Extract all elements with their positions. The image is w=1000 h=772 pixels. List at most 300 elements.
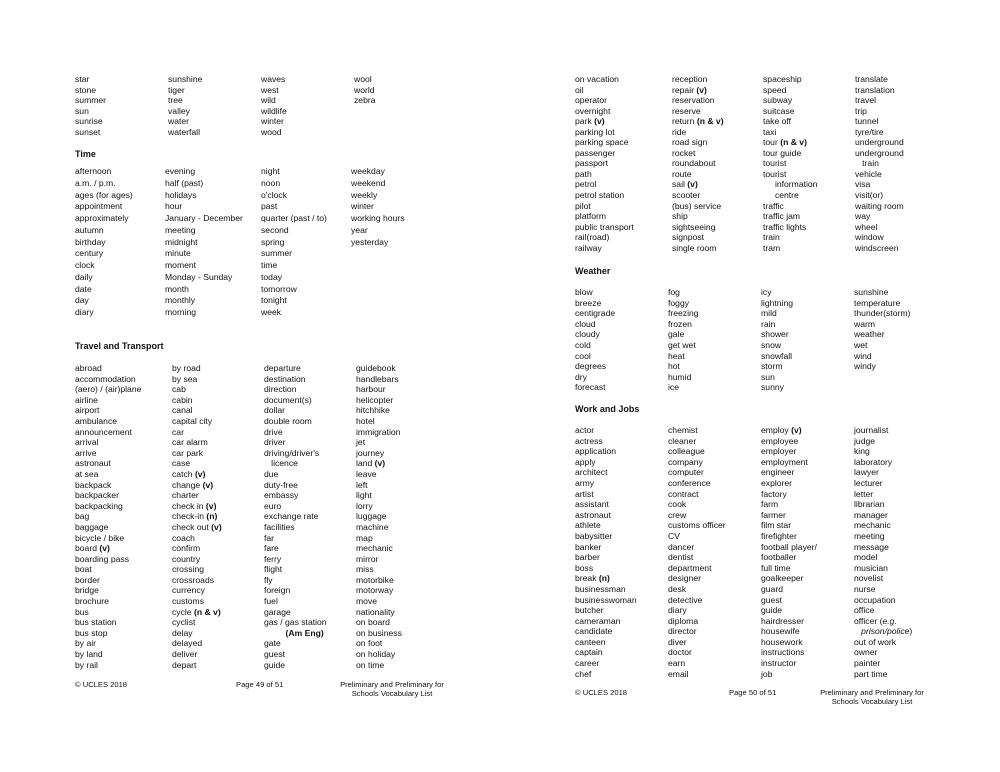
vocab-text: country	[172, 553, 201, 564]
vocab-text: document(s)	[264, 394, 312, 405]
word-column	[75, 363, 141, 670]
vocab-text: architect	[575, 467, 608, 478]
vocab-text: moment	[165, 260, 197, 270]
vocab-entry	[761, 658, 817, 669]
vocab-text: desk	[668, 583, 687, 594]
vocab-entry	[855, 127, 904, 138]
vocab-entry	[668, 520, 726, 531]
vocab-entry	[172, 427, 222, 438]
word-column	[172, 363, 222, 670]
vocab-entry	[264, 617, 327, 628]
vocab-entry	[668, 510, 726, 521]
vocab-text: car alarm	[172, 437, 208, 448]
vocab-entry	[672, 116, 724, 127]
vocab-entry	[575, 436, 637, 447]
vocab-entry	[75, 405, 141, 416]
word-class-tag: (v)	[205, 500, 217, 511]
vocab-text: currency	[172, 585, 205, 596]
vocab-text: airline	[75, 394, 98, 405]
vocab-entry	[672, 169, 724, 180]
vocab-text: monthly	[165, 295, 196, 306]
vocab-text: jet	[356, 437, 366, 448]
vocab-text: housework	[761, 636, 803, 647]
vocab-entry	[761, 552, 817, 563]
vocab-entry	[172, 437, 222, 448]
vocab-text: information	[763, 179, 818, 190]
vocab-text: cycle	[172, 606, 194, 617]
vocab-entry	[575, 542, 637, 553]
vocab-text: gas / gas station	[264, 617, 327, 628]
footer-copyright: © UCLES 2018	[75, 680, 128, 689]
vocab-entry	[75, 543, 141, 554]
vocab-entry	[354, 74, 376, 85]
vocab-entry	[668, 658, 726, 669]
vocab-entry	[165, 190, 243, 202]
vocab-text: speed	[763, 84, 787, 95]
vocab-text: train	[855, 158, 879, 169]
vocab-text: car park	[172, 447, 204, 458]
vocab-text: arrive	[75, 447, 97, 458]
vocab-entry	[763, 85, 817, 96]
vocab-entry	[575, 510, 637, 521]
vocab-entry	[172, 649, 222, 660]
vocab-entry	[351, 190, 405, 202]
vocab-text: employee	[761, 435, 799, 446]
vocab-entry	[575, 158, 634, 169]
vocab-text: hour	[165, 201, 183, 212]
vocab-entry	[172, 490, 222, 501]
vocab-entry	[264, 649, 327, 660]
word-column	[855, 74, 904, 253]
vocab-text: backpacker	[75, 490, 119, 501]
vocab-entry	[763, 106, 817, 117]
word-column	[165, 166, 243, 319]
vocab-text: barber	[575, 552, 600, 563]
vocab-entry	[854, 669, 912, 680]
vocab-text: due	[264, 468, 279, 479]
vocab-entry	[172, 363, 222, 374]
vocab-entry	[855, 243, 904, 254]
vocab-entry	[75, 522, 141, 533]
section-heading-travel: Travel and Transport	[75, 341, 164, 351]
vocab-text: on time	[356, 659, 385, 670]
vocab-text: thunder(storm)	[854, 308, 911, 319]
vocab-text: sunshine	[854, 287, 889, 297]
vocab-text: licence	[264, 458, 298, 469]
vocab-entry	[356, 607, 402, 618]
vocab-entry	[672, 106, 724, 117]
word-column	[261, 74, 287, 137]
vocab-text: tomorrow	[261, 283, 297, 294]
vocab-entry	[356, 617, 402, 628]
vocab-text: signpost	[672, 232, 705, 243]
vocab-text: destination	[264, 373, 306, 384]
vocab-text: miss	[356, 564, 374, 575]
word-column	[168, 74, 202, 137]
word-column	[763, 74, 817, 253]
vocab-text: a.m. / p.m.	[75, 177, 116, 188]
vocab-text: musician	[854, 562, 888, 573]
vocab-entry	[761, 361, 793, 372]
footer-title-line: Schools Vocabulary List	[831, 697, 913, 706]
vocab-entry	[264, 374, 327, 385]
vocab-entry	[763, 169, 817, 180]
vocab-entry	[356, 427, 402, 438]
vocab-entry	[75, 649, 141, 660]
vocab-entry	[356, 554, 402, 565]
vocab-text: bicycle / bike	[75, 532, 125, 543]
vocab-entry	[165, 201, 243, 213]
vocab-entry	[672, 222, 724, 233]
vocab-entry	[356, 374, 402, 385]
vocab-entry	[854, 563, 912, 574]
vocab-text: (bus) service	[672, 200, 722, 211]
vocab-text: engineer	[761, 467, 795, 478]
vocab-entry	[763, 127, 817, 138]
vocab-text: wild	[261, 95, 276, 106]
vocab-text: brochure	[75, 596, 109, 607]
vocab-entry	[575, 425, 637, 436]
vocab-text: guidebook	[356, 363, 396, 373]
vocab-text: dollar	[264, 405, 286, 416]
vocab-entry	[75, 74, 106, 85]
vocab-entry	[172, 374, 222, 385]
vocab-entry	[575, 329, 615, 340]
vocab-entry	[672, 85, 724, 96]
vocab-entry	[761, 584, 817, 595]
vocab-entry	[356, 543, 402, 554]
vocab-text: warm	[854, 318, 876, 329]
vocab-text: noon	[261, 177, 281, 188]
vocab-text: driving/driver's	[264, 447, 320, 458]
vocab-text: cool	[575, 350, 591, 361]
word-class-tag: (n)	[206, 511, 218, 522]
vocab-entry	[855, 85, 904, 96]
vocab-text: pilot	[575, 200, 591, 211]
vocab-text: manager	[854, 509, 888, 520]
vocab-entry	[761, 573, 817, 584]
vocab-entry	[672, 243, 724, 254]
vocab-text: taxi	[763, 126, 777, 137]
vocab-entry	[761, 478, 817, 489]
vocab-text: tunnel	[855, 116, 879, 127]
vocab-entry	[261, 295, 327, 307]
vocab-entry	[75, 458, 141, 469]
vocab-text: tour guide	[763, 147, 802, 158]
vocab-text: tram	[763, 242, 781, 253]
vocab-entry	[356, 638, 402, 649]
vocab-text: cabin	[172, 394, 193, 405]
vocab-entry	[763, 232, 817, 243]
vocab-text: birthday	[75, 236, 106, 247]
vocab-entry	[761, 499, 817, 510]
vocab-text: on holiday	[356, 649, 396, 660]
vocab-text: humid	[668, 371, 692, 382]
vocab-text: appointment	[75, 201, 123, 212]
vocab-entry	[854, 637, 912, 648]
vocab-entry	[264, 490, 327, 501]
vocab-entry	[672, 211, 724, 222]
vocab-entry	[165, 178, 243, 190]
vocab-entry	[854, 542, 912, 553]
vocab-text: trip	[855, 105, 867, 116]
vocab-text: harbour	[356, 384, 386, 395]
vocab-entry	[356, 469, 402, 480]
vocab-text: train	[763, 232, 780, 243]
vocab-entry	[172, 554, 222, 565]
vocab-entry	[75, 116, 106, 127]
vocab-text: babysitter	[575, 530, 613, 541]
vocab-text: midnight	[165, 236, 198, 247]
vocab-entry	[668, 584, 726, 595]
vocab-entry	[575, 211, 634, 222]
vocab-text: waves	[261, 74, 286, 84]
vocab-entry	[172, 384, 222, 395]
word-class-tag: (v)	[791, 425, 802, 435]
vocab-entry	[668, 457, 726, 468]
vocab-text: on business	[356, 627, 402, 638]
vocab-text: temperature	[854, 297, 901, 308]
vocab-text: wheel	[855, 221, 878, 232]
vocab-entry	[855, 74, 904, 85]
vocab-text: frozen	[668, 318, 692, 329]
word-column	[854, 425, 912, 679]
section-heading-weather: Weather	[575, 266, 611, 276]
vocab-text: athlete	[575, 520, 601, 531]
vocab-text: film star	[761, 520, 792, 531]
vocab-entry	[356, 511, 402, 522]
vocab-text: office	[854, 605, 875, 616]
vocab-text: cloudy	[575, 329, 600, 340]
vocab-text: depart	[172, 659, 197, 670]
vocab-text: boss	[575, 562, 594, 573]
vocab-entry	[854, 467, 912, 478]
footer-page-number: Page 50 of 51	[729, 688, 777, 697]
vocab-entry	[165, 166, 243, 178]
vocab-entry	[575, 127, 634, 138]
vocab-entry	[264, 585, 327, 596]
vocab-text: road sign	[672, 137, 708, 148]
vocab-text: windy	[854, 361, 876, 372]
vocab-entry	[575, 232, 634, 243]
vocab-text: cleaner	[668, 435, 697, 446]
vocab-entry	[761, 436, 817, 447]
vocab-text: daily	[75, 271, 93, 282]
vocab-text: valley	[168, 105, 190, 116]
vocab-entry	[668, 573, 726, 584]
vocab-entry	[763, 211, 817, 222]
vocab-entry	[356, 395, 402, 406]
vocab-text: chemist	[668, 425, 698, 435]
vocab-text: banker	[575, 541, 602, 552]
vocab-entry	[761, 425, 817, 436]
vocab-text: return	[672, 116, 697, 127]
word-column	[672, 74, 724, 253]
vocab-entry	[672, 158, 724, 169]
vocab-text: candidate	[575, 626, 613, 637]
vocab-entry	[575, 201, 634, 212]
vocab-text: subway	[763, 95, 793, 106]
vocab-text: farm	[761, 499, 779, 510]
vocab-entry	[672, 127, 724, 138]
vocab-text: underground	[855, 147, 904, 158]
vocab-text: change	[172, 479, 203, 490]
vocab-text: businessman	[575, 583, 626, 594]
vocab-text: mild	[761, 308, 777, 319]
vocab-text: footballer	[761, 552, 797, 563]
vocab-text: bus station	[75, 617, 117, 628]
vocab-text: date	[75, 283, 92, 294]
vocab-entry	[854, 626, 912, 637]
vocab-entry	[575, 319, 615, 330]
vocab-text: double room	[264, 415, 312, 426]
vocab-entry	[264, 543, 327, 554]
vocab-entry	[668, 340, 699, 351]
vocab-text: occupation	[854, 594, 896, 605]
vocab-entry	[763, 222, 817, 233]
vocab-entry	[75, 490, 141, 501]
vocab-entry	[165, 284, 243, 296]
vocab-text: translate	[855, 74, 888, 84]
vocab-entry	[172, 564, 222, 575]
vocab-entry	[854, 478, 912, 489]
vocab-text: confirm	[172, 543, 201, 554]
vocab-entry	[75, 237, 133, 249]
vocab-text: roundabout	[672, 158, 716, 169]
vocab-entry	[575, 563, 637, 574]
vocab-entry	[75, 166, 133, 178]
vocab-entry	[75, 617, 141, 628]
vocab-entry	[75, 554, 141, 565]
word-class-tag: (v)	[99, 543, 110, 554]
vocab-text: night	[261, 166, 280, 176]
vocab-entry	[761, 637, 817, 648]
vocab-entry	[264, 448, 327, 459]
vocab-text: century	[75, 248, 104, 259]
vocab-entry	[264, 533, 327, 544]
vocab-entry	[575, 595, 637, 606]
vocab-text: customs officer	[668, 520, 726, 531]
vocab-text: artist	[575, 488, 594, 499]
vocab-entry	[761, 563, 817, 574]
vocab-text: contract	[668, 488, 699, 499]
vocab-text: wet	[854, 339, 868, 350]
vocab-entry	[351, 201, 405, 213]
vocab-entry	[854, 446, 912, 457]
vocab-entry	[264, 596, 327, 607]
vocab-entry	[668, 616, 726, 627]
vocab-text: guest	[761, 594, 783, 605]
vocab-entry	[75, 480, 141, 491]
vocab-text: single room	[672, 242, 717, 253]
vocab-entry	[575, 584, 637, 595]
vocab-text: clock	[75, 260, 95, 270]
vocab-entry	[75, 213, 133, 225]
vocab-text: firefighter	[761, 530, 797, 541]
vocab-entry	[763, 137, 817, 148]
vocab-entry	[75, 395, 141, 406]
vocab-entry	[264, 511, 327, 522]
vocab-text: exchange rate	[264, 511, 319, 522]
vocab-entry	[261, 237, 327, 249]
vocab-text: computer	[668, 467, 704, 478]
vocab-text: spaceship	[763, 74, 802, 84]
vocab-entry	[854, 329, 910, 340]
vocab-entry	[264, 384, 327, 395]
vocab-entry	[575, 351, 615, 362]
vocab-entry	[75, 628, 141, 639]
vocab-text: businesswoman	[575, 594, 637, 605]
vocab-text: direction	[264, 384, 297, 395]
vocab-entry	[668, 287, 699, 298]
vocab-text: mirror	[356, 553, 379, 564]
vocab-text: goalkeeper	[761, 573, 804, 584]
vocab-entry	[575, 637, 637, 648]
vocab-text: capital city	[172, 415, 213, 426]
vocab-text: zebra	[354, 95, 376, 106]
vocab-entry	[575, 467, 637, 478]
section-heading-time: Time	[75, 149, 96, 159]
vocab-entry	[356, 522, 402, 533]
vocab-text: astronaut	[75, 458, 111, 469]
vocab-entry	[75, 448, 141, 459]
vocab-text: instructions	[761, 647, 805, 658]
vocab-text: guide	[761, 605, 783, 616]
vocab-text: vehicle	[855, 168, 882, 179]
vocab-entry	[261, 201, 327, 213]
vocab-entry	[763, 243, 817, 254]
vocab-entry	[172, 458, 222, 469]
vocab-entry	[172, 469, 222, 480]
vocab-entry	[761, 446, 817, 457]
vocab-entry	[763, 148, 817, 159]
word-column	[575, 425, 637, 679]
vocab-entry	[575, 626, 637, 637]
vocab-text: get wet	[668, 339, 696, 350]
vocab-text: weekly	[351, 189, 378, 200]
vocab-text: euro	[264, 500, 282, 511]
vocab-text: apply	[575, 456, 596, 467]
vocab-text: check-in	[172, 511, 207, 522]
vocab-text: take off	[763, 116, 792, 127]
vocab-text: on board	[356, 617, 390, 628]
vocab-entry	[264, 363, 327, 374]
vocab-text: wood	[261, 126, 282, 137]
word-column	[668, 425, 726, 679]
vocab-text: ride	[672, 126, 687, 137]
vocab-entry	[761, 308, 793, 319]
word-column	[351, 166, 405, 248]
vocab-text: bag	[75, 511, 90, 522]
vocab-entry	[264, 395, 327, 406]
vocab-entry	[75, 533, 141, 544]
vocab-entry	[761, 605, 817, 616]
vocab-entry	[264, 437, 327, 448]
vocab-text: weekday	[351, 166, 385, 176]
vocab-entry	[672, 190, 724, 201]
vocab-entry	[668, 298, 699, 309]
vocab-entry	[763, 95, 817, 106]
footer-document-title	[334, 680, 450, 698]
vocab-text: spring	[261, 236, 285, 247]
vocab-text: bus stop	[75, 627, 108, 638]
vocab-entry	[356, 628, 402, 639]
vocab-entry	[575, 148, 634, 159]
footer-title-line: Schools Vocabulary List	[351, 689, 433, 698]
vocab-entry	[761, 287, 793, 298]
vocab-text: employer	[761, 446, 797, 457]
vocab-entry	[668, 637, 726, 648]
